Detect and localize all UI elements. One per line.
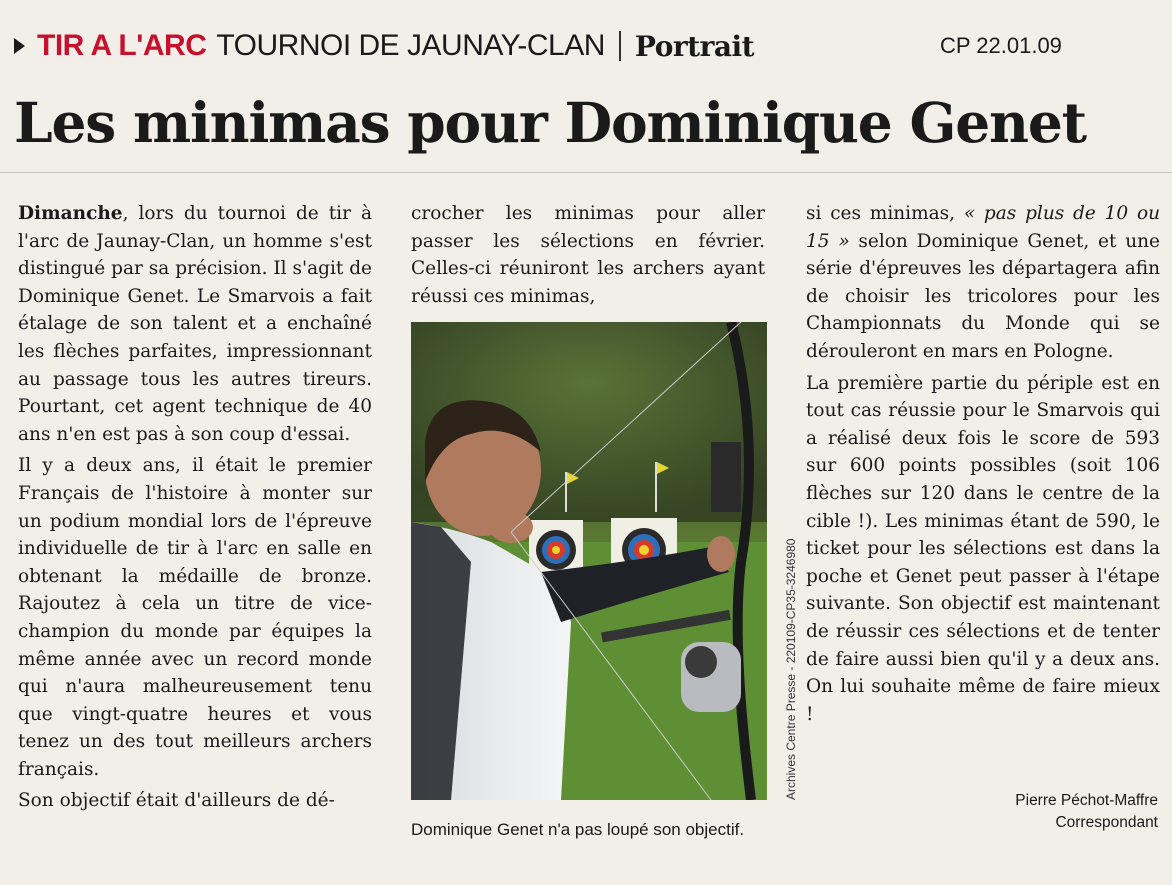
rubric-label: Portrait bbox=[634, 29, 755, 63]
paragraph bbox=[18, 787, 372, 815]
article-column-2 bbox=[411, 200, 765, 310]
quote: « pas plus de 10 ou 15 » bbox=[806, 203, 1160, 252]
lead-word: Dimanche bbox=[18, 203, 123, 224]
arrow-icon bbox=[14, 38, 25, 54]
kicker-divider bbox=[619, 31, 621, 61]
article-column-3 bbox=[806, 200, 1160, 780]
author-role: Correspondant bbox=[1055, 814, 1158, 831]
paragraph-text: selon Dominique Genet, et une série d'épreuves les départagera afin de choisir les tricolores pour les Championnats du Monde qui se dérouleront en mars en Pologne. bbox=[806, 230, 1160, 362]
paragraph bbox=[806, 370, 1160, 729]
sport-label: TIR A L'ARC bbox=[37, 29, 207, 62]
publication-reference: CP 22.01.09 bbox=[940, 33, 1062, 58]
paragraph-text: Son objectif était d'ailleurs de dé- bbox=[18, 790, 335, 812]
author-name: Pierre Péchot-Maffre bbox=[1015, 792, 1158, 809]
paragraph-text: si ces minimas, bbox=[806, 203, 964, 224]
paragraph-text: crocher les minimas pour aller passer les sélections en février. Celles-ci réuniront les archers ayant réussi ces minimas, bbox=[411, 203, 765, 307]
paragraph-text: , lors du tournoi de tir à l'arc de Jaunay-Clan, un homme s'est distingué par sa précision. Il s'agit de Dominique Genet. Le Smarvois a fait étalage de son talent et a enchaîné les flèches parfaites, impressionnant au passage tous les autres tireurs. Pourtant, cet agent technique de 40 ans n'en est pas à son coup d'essai. bbox=[18, 203, 372, 445]
event-label: TOURNOI DE JAUNAY-CLAN bbox=[216, 29, 605, 62]
headline-rule bbox=[0, 172, 1172, 173]
photo-credit bbox=[769, 322, 798, 800]
headline: Les minimas pour Dominique Genet bbox=[14, 90, 1086, 155]
paragraph-text: La première partie du périple est en tout cas réussie pour le Smarvois qui a réalisé deux fois le score de 593 sur 600 points possibles (soit 106 flèches sur 120 dans le centre de la cible !). Les minimas étant de 590, le ticket pour les sélections est dans la poche et Genet peut passer à l'étape suivante. Son objectif est maintenant de réussir ces sélections et de tenter de faire aussi bien qu'il y a deux ans. On lui souhaite même de faire mieux ! bbox=[806, 372, 1160, 725]
photo-caption: Dominique Genet n'a pas loupé son objectif. bbox=[411, 820, 745, 839]
paragraph bbox=[18, 200, 372, 448]
paragraph bbox=[806, 200, 1160, 366]
kicker-bar bbox=[14, 26, 754, 66]
paragraph bbox=[411, 200, 765, 310]
article-column-1 bbox=[18, 200, 372, 880]
photo-credit-text: Archives Centre Presse - 220109-CP35-3246980 bbox=[784, 538, 798, 800]
archer-photo bbox=[411, 322, 767, 800]
byline bbox=[1015, 790, 1158, 834]
paragraph-text: Il y a deux ans, il était le premier Français de l'histoire à monter sur un podium mondial lors de l'épreuve individuelle de tir à l'arc en salle en obtenant la médaille de bronze. Rajoutez à cela un titre de vice-champion du monde par équipes la même année avec un record monde qui n'aura malheureusement tenu que vingt-quatre heures et vous tenez un des tout meilleurs archers français. bbox=[18, 455, 372, 780]
paragraph bbox=[18, 452, 372, 783]
